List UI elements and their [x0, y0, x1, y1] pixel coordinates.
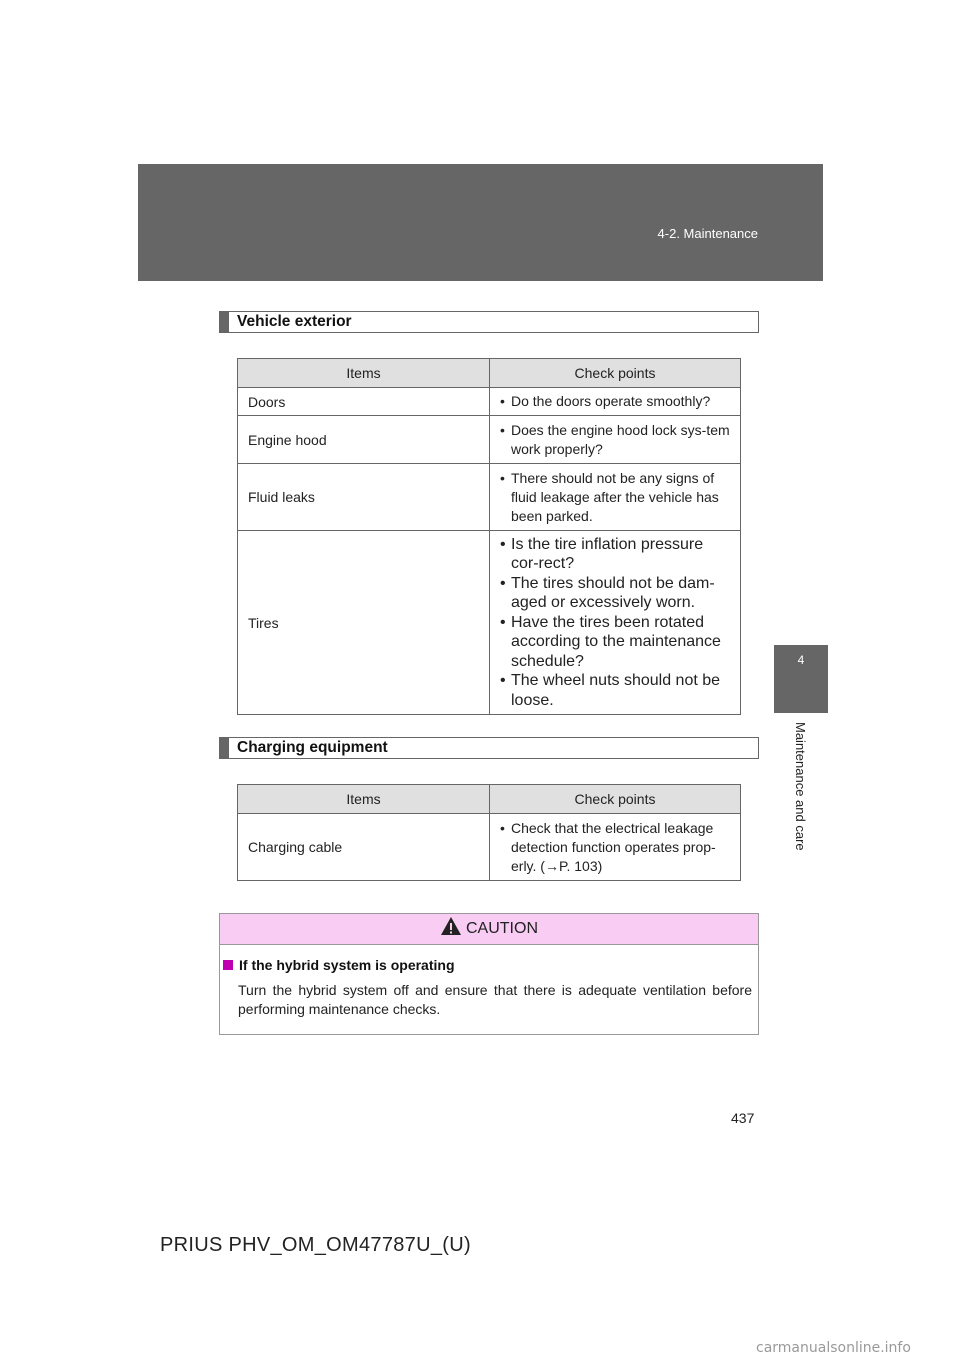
col-check-points: Check points [490, 359, 741, 388]
col-check-points: Check points [490, 785, 741, 814]
col-items: Items [238, 359, 490, 388]
check-point: • Is the tire inflation pressure cor-rect? [500, 535, 734, 574]
check-point: • There should not be any signs of fluid leakage after the vehicle has been parked. [500, 469, 734, 526]
check-point: • The wheel nuts should not be loose. [500, 671, 734, 710]
col-items: Items [238, 785, 490, 814]
section-title: 4-2. Maintenance [657, 226, 758, 241]
table-row [238, 388, 741, 416]
charging-equipment-heading: Charging equipment [219, 737, 759, 759]
chapter-tab [774, 645, 828, 713]
caution-subheading [223, 957, 758, 973]
points-cell [490, 814, 741, 881]
bullet-square-icon [223, 960, 233, 970]
caution-subheading-text: If the hybrid system is operating [239, 957, 455, 973]
vehicle-exterior-heading: Vehicle exterior [219, 311, 759, 333]
page-number: 437 [731, 1110, 755, 1126]
document-id: PRIUS PHV_OM_OM47787U_(U) [160, 1234, 471, 1256]
header-band [138, 164, 823, 281]
chapter-label-text: Maintenance and care [793, 722, 808, 851]
check-point: • Have the tires been rotated according to the maintenance schedule? [500, 613, 734, 672]
points-cell [490, 531, 741, 715]
item-cell: Doors [238, 388, 490, 416]
watermark: carmanualsonline.info [756, 1340, 911, 1356]
item-cell: Charging cable [238, 814, 490, 881]
warning-triangle-icon [440, 916, 462, 936]
table-row [238, 531, 741, 715]
vehicle-exterior-table [237, 358, 741, 715]
points-cell [490, 464, 741, 531]
item-cell: Engine hood [238, 416, 490, 464]
charging-equipment-table [237, 784, 741, 881]
points-cell [490, 416, 741, 464]
table-header-row [238, 359, 741, 388]
chapter-number: 4 [797, 653, 805, 667]
item-cell: Fluid leaks [238, 464, 490, 531]
caution-title: CAUTION [466, 920, 538, 937]
check-point: • The tires should not be dam-aged or excessively worn. [500, 574, 734, 613]
item-cell: Tires [238, 531, 490, 715]
check-point: • Do the doors operate smoothly? [500, 392, 734, 411]
caution-box [219, 913, 759, 1035]
caution-body: Turn the hybrid system off and ensure that there is adequate ventilation before performing maintenance checks. [238, 982, 752, 1017]
chapter-label [792, 722, 808, 872]
table-row [238, 416, 741, 464]
points-cell [490, 388, 741, 416]
caution-header [220, 914, 758, 945]
check-point: • Check that the electrical leakage detection function operates prop-erly. (→P. 103) [500, 819, 734, 876]
table-row [238, 814, 741, 881]
table-row [238, 464, 741, 531]
check-point: • Does the engine hood lock sys-tem work properly? [500, 421, 734, 459]
table-header-row [238, 785, 741, 814]
